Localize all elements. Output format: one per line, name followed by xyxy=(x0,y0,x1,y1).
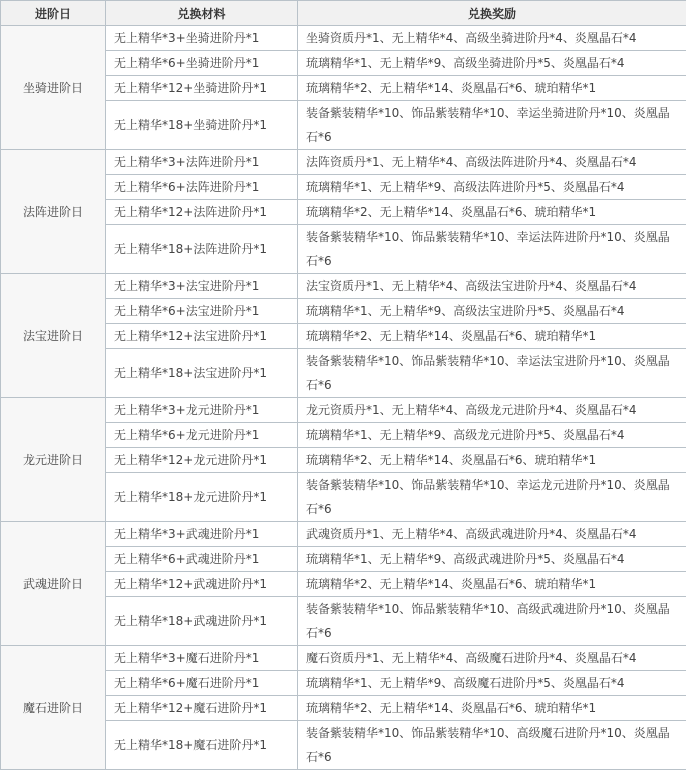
material-cell: 无上精华*18+魔石进阶丹*1 xyxy=(106,721,298,770)
reward-cell: 装备紫装精华*10、饰品紫装精华*10、幸运龙元进阶丹*10、炎凰晶石*6 xyxy=(298,473,686,522)
day-cell: 武魂进阶日 xyxy=(1,522,106,646)
material-cell: 无上精华*12+法阵进阶丹*1 xyxy=(106,200,298,225)
material-cell: 无上精华*6+武魂进阶丹*1 xyxy=(106,547,298,572)
header-reward: 兑换奖励 xyxy=(298,1,686,26)
reward-cell: 琉璃精华*2、无上精华*14、炎凰晶石*6、琥珀精华*1 xyxy=(298,200,686,225)
reward-cell: 琉璃精华*2、无上精华*14、炎凰晶石*6、琥珀精华*1 xyxy=(298,696,686,721)
day-cell: 坐骑进阶日 xyxy=(1,26,106,150)
material-cell: 无上精华*12+龙元进阶丹*1 xyxy=(106,448,298,473)
reward-cell: 坐骑资质丹*1、无上精华*4、高级坐骑进阶丹*4、炎凰晶石*4 xyxy=(298,26,686,51)
table-row xyxy=(1,646,686,671)
reward-cell: 琉璃精华*1、无上精华*9、高级法宝进阶丹*5、炎凰晶石*4 xyxy=(298,299,686,324)
reward-cell: 装备紫装精华*10、饰品紫装精华*10、幸运法宝进阶丹*10、炎凰晶石*6 xyxy=(298,349,686,398)
material-cell: 无上精华*18+武魂进阶丹*1 xyxy=(106,597,298,646)
material-cell: 无上精华*18+法阵进阶丹*1 xyxy=(106,225,298,274)
material-cell: 无上精华*12+法宝进阶丹*1 xyxy=(106,324,298,349)
header-day: 进阶日 xyxy=(1,1,106,26)
material-cell: 无上精华*12+坐骑进阶丹*1 xyxy=(106,76,298,101)
material-cell: 无上精华*12+武魂进阶丹*1 xyxy=(106,572,298,597)
reward-cell: 琉璃精华*1、无上精华*9、高级武魂进阶丹*5、炎凰晶石*4 xyxy=(298,547,686,572)
reward-cell: 琉璃精华*1、无上精华*9、高级坐骑进阶丹*5、炎凰晶石*4 xyxy=(298,51,686,76)
material-cell: 无上精华*18+龙元进阶丹*1 xyxy=(106,473,298,522)
table-row xyxy=(1,150,686,175)
table-row xyxy=(1,26,686,51)
material-cell: 无上精华*6+龙元进阶丹*1 xyxy=(106,423,298,448)
material-cell: 无上精华*6+魔石进阶丹*1 xyxy=(106,671,298,696)
material-cell: 无上精华*3+坐骑进阶丹*1 xyxy=(106,26,298,51)
material-cell: 无上精华*3+法宝进阶丹*1 xyxy=(106,274,298,299)
reward-cell: 装备紫装精华*10、饰品紫装精华*10、幸运坐骑进阶丹*10、炎凰晶石*6 xyxy=(298,101,686,150)
reward-cell: 魔石资质丹*1、无上精华*4、高级魔石进阶丹*4、炎凰晶石*4 xyxy=(298,646,686,671)
reward-cell: 装备紫装精华*10、饰品紫装精华*10、幸运法阵进阶丹*10、炎凰晶石*6 xyxy=(298,225,686,274)
reward-cell: 法宝资质丹*1、无上精华*4、高级法宝进阶丹*4、炎凰晶石*4 xyxy=(298,274,686,299)
reward-cell: 装备紫装精华*10、饰品紫装精华*10、高级武魂进阶丹*10、炎凰晶石*6 xyxy=(298,597,686,646)
day-cell: 法宝进阶日 xyxy=(1,274,106,398)
header-row xyxy=(1,1,686,26)
material-cell: 无上精华*3+魔石进阶丹*1 xyxy=(106,646,298,671)
material-cell: 无上精华*18+法宝进阶丹*1 xyxy=(106,349,298,398)
reward-cell: 装备紫装精华*10、饰品紫装精华*10、高级魔石进阶丹*10、炎凰晶石*6 xyxy=(298,721,686,770)
reward-cell: 琉璃精华*2、无上精华*14、炎凰晶石*6、琥珀精华*1 xyxy=(298,76,686,101)
reward-cell: 琉璃精华*2、无上精华*14、炎凰晶石*6、琥珀精华*1 xyxy=(298,572,686,597)
material-cell: 无上精华*6+法宝进阶丹*1 xyxy=(106,299,298,324)
material-cell: 无上精华*6+坐骑进阶丹*1 xyxy=(106,51,298,76)
reward-cell: 琉璃精华*2、无上精华*14、炎凰晶石*6、琥珀精华*1 xyxy=(298,448,686,473)
material-cell: 无上精华*3+武魂进阶丹*1 xyxy=(106,522,298,547)
table-row xyxy=(1,274,686,299)
material-cell: 无上精华*12+魔石进阶丹*1 xyxy=(106,696,298,721)
day-cell: 法阵进阶日 xyxy=(1,150,106,274)
material-cell: 无上精华*6+法阵进阶丹*1 xyxy=(106,175,298,200)
day-cell: 魔石进阶日 xyxy=(1,646,106,770)
reward-cell: 琉璃精华*2、无上精华*14、炎凰晶石*6、琥珀精华*1 xyxy=(298,324,686,349)
reward-cell: 法阵资质丹*1、无上精华*4、高级法阵进阶丹*4、炎凰晶石*4 xyxy=(298,150,686,175)
table-row xyxy=(1,398,686,423)
material-cell: 无上精华*3+法阵进阶丹*1 xyxy=(106,150,298,175)
reward-cell: 龙元资质丹*1、无上精华*4、高级龙元进阶丹*4、炎凰晶石*4 xyxy=(298,398,686,423)
day-cell: 龙元进阶日 xyxy=(1,398,106,522)
reward-cell: 琉璃精华*1、无上精华*9、高级法阵进阶丹*5、炎凰晶石*4 xyxy=(298,175,686,200)
header-material: 兑换材料 xyxy=(106,1,298,26)
reward-cell: 琉璃精华*1、无上精华*9、高级龙元进阶丹*5、炎凰晶石*4 xyxy=(298,423,686,448)
material-cell: 无上精华*3+龙元进阶丹*1 xyxy=(106,398,298,423)
table-row xyxy=(1,522,686,547)
table-body xyxy=(1,26,686,770)
reward-cell: 琉璃精华*1、无上精华*9、高级魔石进阶丹*5、炎凰晶石*4 xyxy=(298,671,686,696)
material-cell: 无上精华*18+坐骑进阶丹*1 xyxy=(106,101,298,150)
reward-cell: 武魂资质丹*1、无上精华*4、高级武魂进阶丹*4、炎凰晶石*4 xyxy=(298,522,686,547)
